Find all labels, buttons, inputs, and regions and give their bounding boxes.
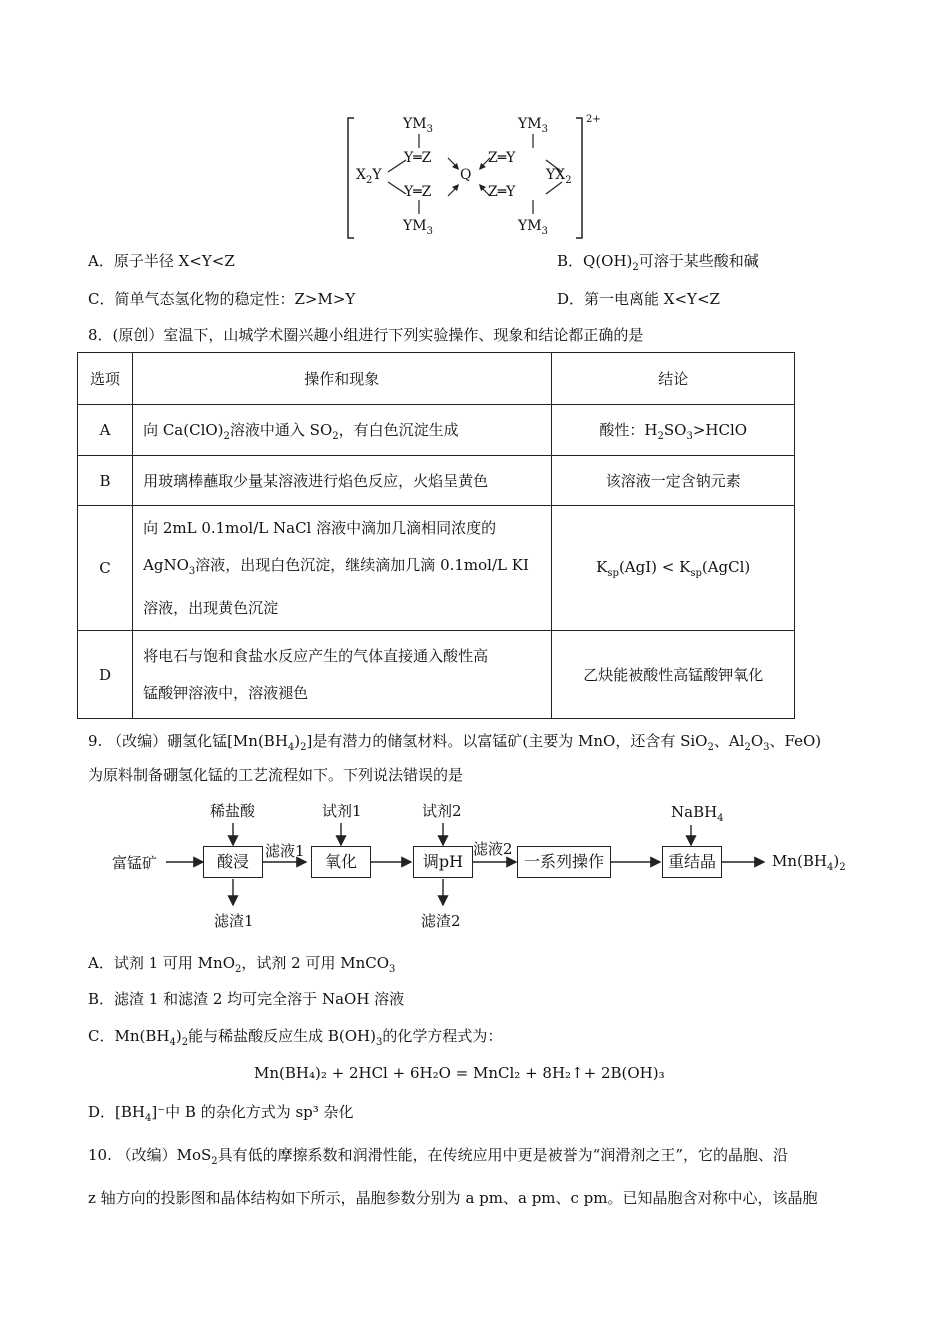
- q7-option-d: D．第一电离能 X<Y<Z: [557, 290, 720, 308]
- structure-zy-top: Z═Y: [488, 150, 516, 166]
- structure-yz-bottom: Y═Z: [404, 184, 432, 200]
- flow-filtrate-1: 滤液1: [265, 842, 305, 860]
- row-conclusion: 该溶液一定含钠元素: [552, 456, 795, 506]
- q7-option-a: A．原子半径 X<Y<Z: [88, 252, 235, 270]
- q7-option-b: B．$Q(OH)_2$可溶于某些酸和碱: [557, 252, 759, 273]
- structure-ym3-bottom-left: $YM_3$: [403, 218, 433, 237]
- structure-ym3-bottom-right: $YM_3$: [518, 218, 548, 237]
- q10-line1: 10. （改编）MoS$_2$具有低的摩擦系数和润滑性能，在传统应用中更是被誉为“润滑剂之王”，它的晶胞、沿: [88, 1146, 789, 1167]
- flow-box-adjust-ph: 调pH: [413, 846, 473, 878]
- flow-box-acid-leach: 酸浸: [203, 846, 263, 878]
- q9-option-c: C．$Mn(BH_4)_2$能与稀盐酸反应生成 $B(OH)_3$的化学方程式为：: [88, 1027, 503, 1048]
- structure-charge: 2+: [586, 114, 601, 125]
- structure-x2y: $X_2Y$: [356, 167, 382, 186]
- flow-reagent-nabh4: NaBH$_4$: [671, 803, 724, 824]
- row-operation: 用玻璃棒蘸取少量某溶液进行焰色反应，火焰呈黄色: [133, 456, 552, 506]
- row-label: B: [78, 456, 133, 506]
- table-header-row: [78, 353, 795, 405]
- flow-product: $Mn(BH_4)_2$: [772, 852, 846, 873]
- flow-residue-1: 滤渣1: [214, 912, 254, 930]
- flow-box-recrystallize: 重结晶: [662, 846, 722, 878]
- flow-reagent-hcl: 稀盐酸: [210, 802, 256, 820]
- q9-option-d: D．$[BH_4]^-$中 B 的杂化方式为 sp³ 杂化: [88, 1103, 354, 1124]
- table-row: [78, 456, 795, 506]
- row-conclusion: 乙炔能被酸性高锰酸钾氧化: [552, 631, 795, 719]
- structure-bracket-lines: [340, 110, 620, 245]
- table-row: [78, 506, 795, 631]
- row-operation: 向 2mL 0.1mol/L NaCl 溶液中滴加几滴相同浓度的 AgNO$_3$溶液，出现白色沉淀，继续滴加几滴 0.1mol/L KI 溶液，出现黄色沉淀: [133, 506, 552, 631]
- q9-option-b: B．滤渣 1 和滤渣 2 均可完全溶于 NaOH 溶液: [88, 990, 405, 1008]
- row-conclusion: $K_{sp}(AgI)$ < $K_{sp}(AgCl)$: [552, 506, 795, 631]
- structure-ym3-top-right: $YM_3$: [518, 116, 548, 135]
- q7-option-c: C．简单气态氢化物的稳定性：Z>M>Y: [88, 290, 356, 308]
- structure-yx2: $YX_2$: [546, 167, 572, 186]
- flow-reagent-1: 试剂1: [322, 802, 362, 820]
- flow-start: 富锰矿: [112, 854, 158, 872]
- row-label: C: [78, 506, 133, 631]
- flow-box-oxidize: 氧化: [311, 846, 371, 878]
- q8-table: [77, 352, 795, 719]
- flow-reagent-2: 试剂2: [422, 802, 462, 820]
- q10-line2: z 轴方向的投影图和晶体结构如下所示，晶胞参数分别为 a pm、a pm、c pm。已知晶胞含对称中心，该晶胞: [88, 1189, 818, 1207]
- header-conclusion: 结论: [552, 353, 795, 405]
- row-operation: 将电石与饱和食盐水反应产生的气体直接通入酸性高 锰酸钾溶液中，溶液褪色: [133, 631, 552, 719]
- structure-zy-bottom: Z═Y: [488, 184, 516, 200]
- q9-option-a: A．试剂 1 可用 MnO$_2$，试剂 2 可用 MnCO$_3$: [88, 954, 396, 975]
- flow-residue-2: 滤渣2: [421, 912, 461, 930]
- structure-q: Q: [460, 167, 472, 183]
- table-row: [78, 405, 795, 456]
- q9-stem-line1: 9. （改编）硼氢化锰$[Mn(BH_4)_2]$是有潜力的储氢材料。以富锰矿(主要为 MnO，还含有 SiO$_2$、$Al_2O_3$、FeO): [88, 732, 822, 753]
- row-label: D: [78, 631, 133, 719]
- structure-yz-top: Y═Z: [404, 150, 432, 166]
- q9-equation: Mn(BH₄)₂ + 2HCl + 6H₂O = MnCl₂ + 8H₂↑+ 2B(OH)₃: [254, 1064, 665, 1082]
- flow-box-operations: 一系列操作: [517, 846, 611, 878]
- header-operation: 操作和现象: [133, 353, 552, 405]
- flow-filtrate-2: 滤液2: [473, 840, 513, 858]
- row-conclusion: 酸性：$H_2SO_3>HClO$: [552, 405, 795, 456]
- row-operation: 向 $Ca(ClO)_2$溶液中通入 $SO_2$，有白色沉淀生成: [133, 405, 552, 456]
- table-row: [78, 631, 795, 719]
- row-label: A: [78, 405, 133, 456]
- q9-stem-line2: 为原料制备硼氢化锰的工艺流程如下。下列说法错误的是: [88, 766, 464, 784]
- q8-stem: 8．(原创）室温下，山城学术圈兴趣小组进行下列实验操作、现象和结论都正确的是: [88, 326, 644, 344]
- structure-ym3-top-left: $YM_3$: [403, 116, 433, 135]
- header-option: 选项: [78, 353, 133, 405]
